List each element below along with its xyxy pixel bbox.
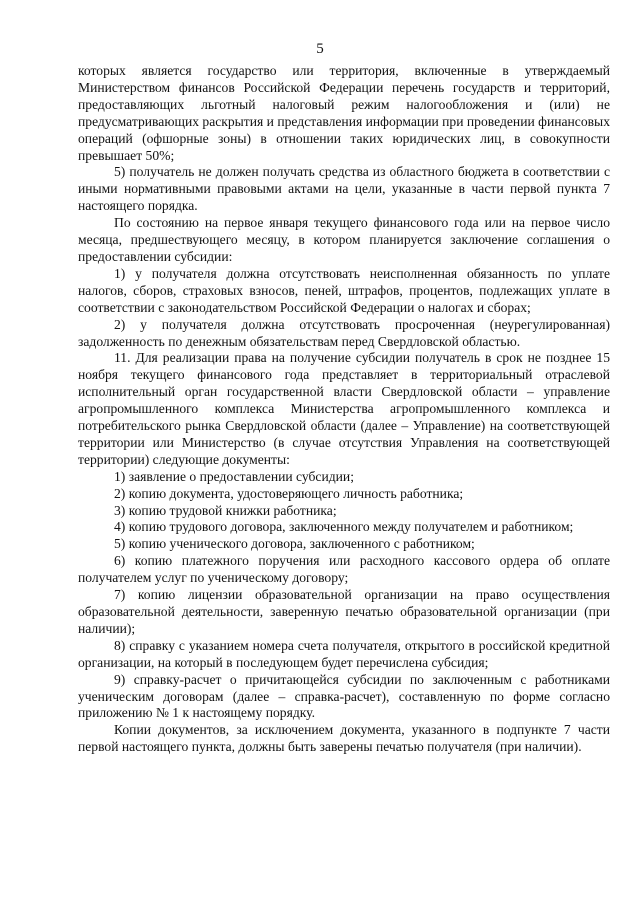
list-item: 9) справку-расчет о причитающейся субсидии по заключенным с работниками ученическим договорам (далее – справка-расчет), составленную по форме согласно приложению № 1 к настоящему порядку. xyxy=(78,671,610,721)
list-item: 3) копию трудовой книжки работника; xyxy=(114,502,337,518)
paragraph: 5) получатель не должен получать средства из областного бюджета в соответствии с иными нормативными правовыми актами на цели, указанные в части первой пункта 7 настоящего порядка. xyxy=(78,164,610,214)
paragraph: 1) у получателя должна отсутствовать неисполненная обязанность по уплате налогов, сборов, страховых взносов, пеней, штрафов, процентов, подлежащих уплате в соответствии с законодательством Российской Федерации о налогах и сборах; xyxy=(78,265,610,315)
paragraph: 2) у получателя должна отсутствовать просроченная (неурегулированная) задолженность по денежным обязательствам перед Свердловской областью. xyxy=(78,316,610,349)
paragraph: Копии документов, за исключением документа, указанного в подпункте 7 части первой настоящего пункта, должны быть заверены печатью получателя (при наличии). xyxy=(78,722,610,755)
list-item: 2) копию документа, удостоверяющего личность работника; xyxy=(114,485,464,501)
list-item: 4) копию трудового договора, заключенного между получателем и работником; xyxy=(114,519,574,535)
page-number: 5 xyxy=(316,41,324,57)
list-item: 6) копию платежного поручения или расходного кассового ордера об оплате получателем услуг по ученическому договору; xyxy=(78,553,610,586)
list-item: 5) копию ученического договора, заключенного с работником; xyxy=(114,536,475,552)
paragraph: По состоянию на первое января текущего финансового года или на первое число месяца, предшествующего месяцу, в котором планируется заключение соглашения о предоставлении субсидии: xyxy=(78,215,610,264)
paragraph: 11. Для реализации права на получение субсидии получатель в срок не позднее 15 ноября текущего финансового года представляет в территориальный отраслевой исполнительный орган государственной власти Свердловской области – управление агропромышленного комплекса Министерства агропромышленного комплекса и потребительского рынка Свердловской области (далее – Управление) на соответствующей территории или Министерство (в случае отсутствия Управления на соответствующей территории) следующие документы: xyxy=(78,350,610,467)
list-item: 1) заявление о предоставлении субсидии; xyxy=(114,468,354,484)
paragraph: которых является государство или территория, включенные в утверждаемый Министерством финансов Российской Федерации перечень государств и территорий, предоставляющих льготный налоговый режим налогообложения и (или) не предусматривающих раскрытия и представления информации при проведении финансовых операций (офшорные зоны) в отношении таких юридических лиц, в совокупности превышает 50%; xyxy=(78,63,610,163)
list-item: 8) справку с указанием номера счета получателя, открытого в российской кредитной организации, на который в последующем будет перечислена субсидия; xyxy=(78,637,610,670)
document-body xyxy=(78,63,610,756)
list-item: 7) копию лицензии образовательной организации на право осуществления образовательной деятельности, заверенную печатью образовательной организации (при наличии); xyxy=(78,587,610,636)
